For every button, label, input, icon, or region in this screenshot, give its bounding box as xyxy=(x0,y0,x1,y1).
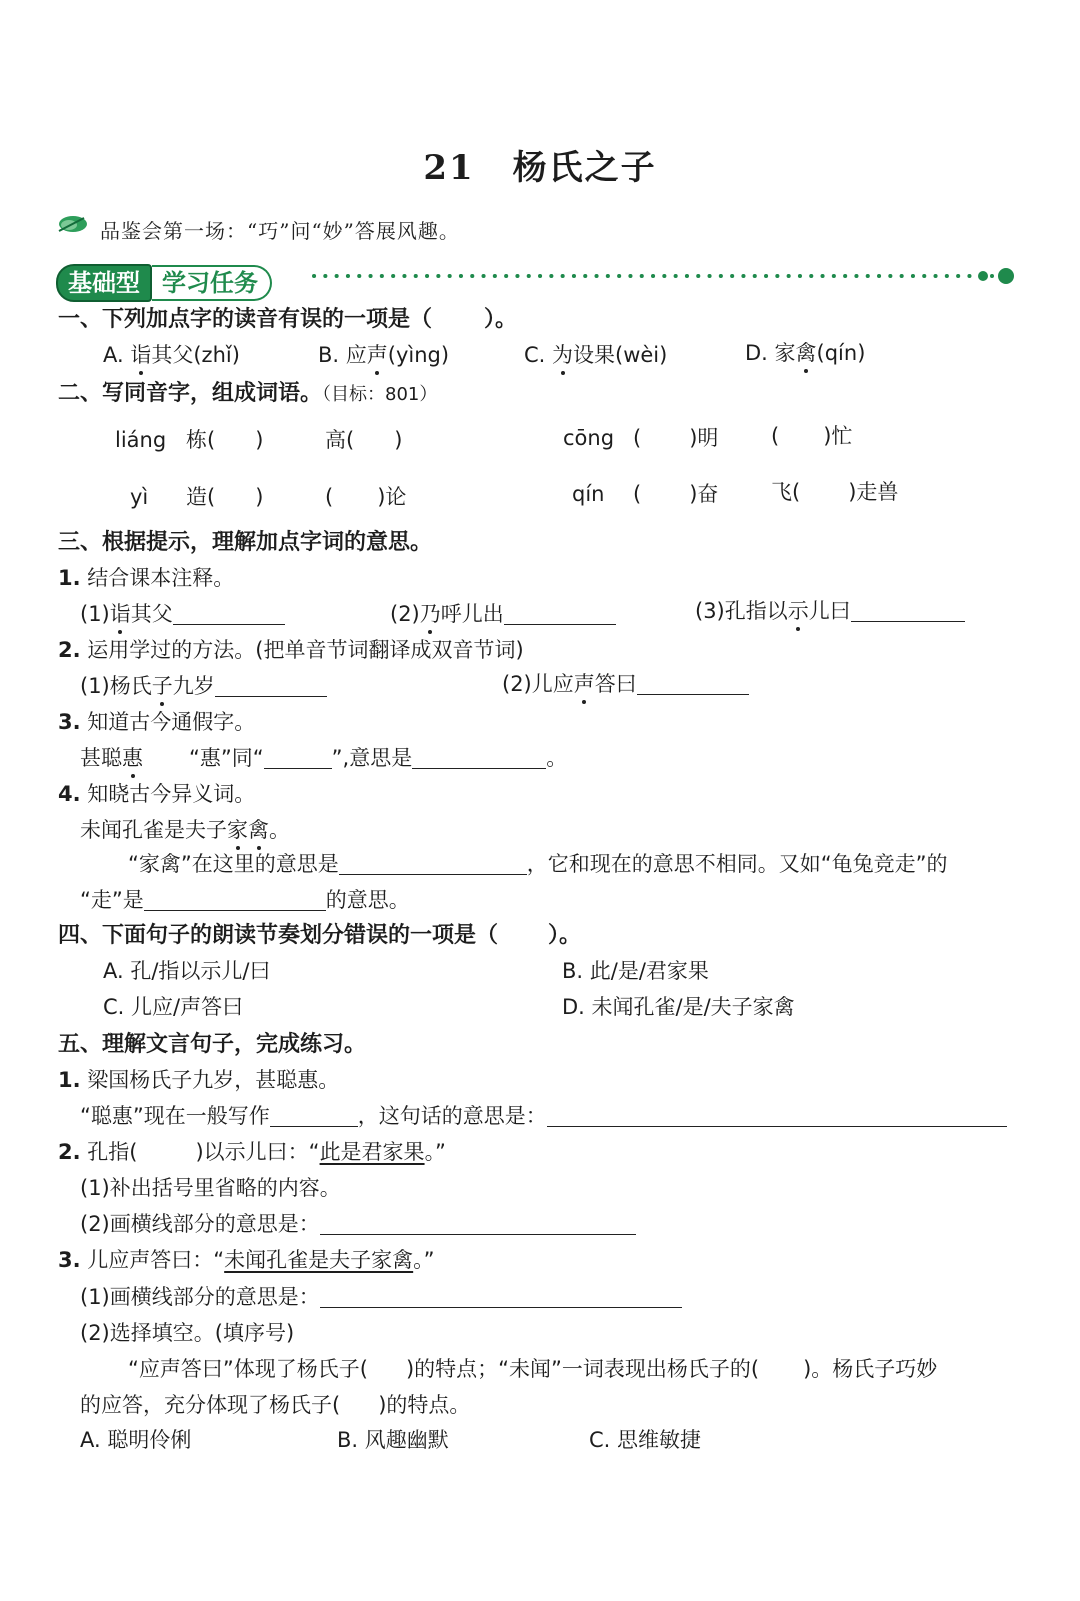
q5-sub3-para2: 的应答，充分体现了杨氏子( )的特点。 xyxy=(80,1393,471,1417)
q1-option-a: A. 诣其父(zhǐ) xyxy=(103,343,240,367)
q3-sub2-item2: (2)儿应声答曰 xyxy=(502,674,749,695)
answer-blank xyxy=(547,1106,1007,1127)
q3-sub4-line1: “家禽”在这里的意思是 ，它和现在的意思不相同。又如“龟兔竞走”的 xyxy=(128,852,948,876)
answer-blank xyxy=(320,1214,636,1235)
intro-text: 品鉴会第一场：“巧”问“妙”答展风趣。 xyxy=(100,219,460,243)
answer-blank xyxy=(215,676,327,697)
q5-sub3: 3. 儿应声答曰：“未闻孔雀是夫子家禽。” xyxy=(58,1248,435,1272)
q1-stem: 一、下列加点字的读音有误的一项是（ ）。 xyxy=(58,307,518,332)
q5-sub1: 1. 梁国杨氏子九岁，甚聪惠。 xyxy=(58,1068,340,1092)
q3-sub1-item2: (2)乃呼儿出 xyxy=(390,604,616,625)
q5-sub3-para1: “应声答曰”体现了杨氏子( )的特点；“未闻”一词表现出杨氏子的( )。杨氏子巧妙 xyxy=(128,1357,938,1381)
q4-option-d: D. 未闻孔雀/是/夫子家禽 xyxy=(562,995,795,1019)
q2-liang-pinyin: liáng xyxy=(115,428,167,452)
answer-blank xyxy=(637,674,749,695)
answer-blank xyxy=(339,854,527,875)
q2-qin-b: 飞( )走兽 xyxy=(771,480,899,504)
q5-sub2-item2: (2)画横线部分的意思是： xyxy=(80,1214,636,1235)
page-title xyxy=(0,140,1080,189)
q3-sub2: 2. 运用学过的方法。(把单音节词翻译成双音节词) xyxy=(58,638,524,662)
lesson-title: 杨氏之子 xyxy=(512,148,657,188)
dotted-divider xyxy=(312,272,994,280)
lesson-number: 21 xyxy=(423,148,475,188)
answer-blank xyxy=(270,1106,358,1127)
q5-sub2: 2. 孔指( )以示儿曰：“此是君家果。” xyxy=(58,1140,446,1164)
banner-left: 基础型 xyxy=(56,264,152,302)
q5-sub1-line: “聪惠”现在一般写作 ，这句话的意思是： xyxy=(80,1106,1007,1127)
q3-sub2-item1: (1)杨氏子九岁 xyxy=(80,676,327,697)
q1-option-d: D. 家禽(qín) xyxy=(745,341,866,365)
q3-sub4-sentence: 未闻孔雀是夫子家禽。 xyxy=(80,818,290,842)
answer-blank xyxy=(320,1287,682,1308)
q5-sub2-item1: (1)补出括号里省略的内容。 xyxy=(80,1176,341,1200)
q5-stem: 五、理解文言句子，完成练习。 xyxy=(58,1032,367,1057)
section-banner xyxy=(56,264,272,300)
q5-sub3-item1: (1)画横线部分的意思是： xyxy=(80,1287,682,1308)
q2-qin-pinyin: qín xyxy=(572,482,605,506)
q3-sub3: 3. 知道古今通假字。 xyxy=(58,710,256,734)
leaf-icon xyxy=(56,213,88,235)
q2-yi-b: ( )论 xyxy=(325,485,407,509)
q2-liang-b: 高( ) xyxy=(325,428,403,452)
q5-sub3-item2: (2)选择填空。(填序号) xyxy=(80,1321,295,1345)
q3-sub1-item1: (1)诣其父 xyxy=(80,604,285,625)
q3-sub4: 4. 知晓古今异义词。 xyxy=(58,782,256,806)
answer-blank xyxy=(144,890,326,911)
q3-sub1: 1. 结合课本注释。 xyxy=(58,566,235,590)
answer-blank xyxy=(412,748,546,769)
q5-choice-a: A. 聪明伶俐 xyxy=(80,1428,192,1452)
q1-option-c: C. 为设果(wèi) xyxy=(524,343,668,367)
banner-right: 学习任务 xyxy=(152,265,272,301)
q3-sub1-item3: (3)孔指以示儿曰 xyxy=(695,601,965,622)
q3-sub4-line2: “走”是 的意思。 xyxy=(80,888,410,912)
q4-option-a: A. 孔/指以示儿/曰 xyxy=(103,959,271,983)
q2-liang-a: 栋( ) xyxy=(186,428,264,452)
q4-option-c: C. 儿应/声答曰 xyxy=(103,995,244,1019)
answer-blank xyxy=(173,604,285,625)
q2-cong-b: ( )忙 xyxy=(771,424,853,448)
q1-option-b: B. 应声(yìng) xyxy=(318,343,450,367)
answer-blank xyxy=(504,604,616,625)
q2-qin-a: ( )奋 xyxy=(633,482,719,506)
divider-dot-small xyxy=(978,271,988,281)
answer-blank xyxy=(851,601,965,622)
q2-yi-a: 造( ) xyxy=(186,485,264,509)
q2-cong-a: ( )明 xyxy=(633,426,719,450)
q4-option-b: B. 此/是/君家果 xyxy=(562,959,709,983)
q2-stem: 二、写同音字，组成词语。（目标：801） xyxy=(58,381,438,406)
q4-stem: 四、下面句子的朗读节奏划分错误的一项是（ ）。 xyxy=(58,923,582,948)
q2-cong-pinyin: cōng xyxy=(563,426,615,450)
q3-stem: 三、根据提示，理解加点字词的意思。 xyxy=(58,530,433,555)
q5-choice-c: C. 思维敏捷 xyxy=(589,1428,702,1452)
q5-choice-b: B. 风趣幽默 xyxy=(337,1428,449,1452)
q3-sub3-line: 甚聪惠 “惠”同“ ”,意思是 。 xyxy=(80,746,568,770)
answer-blank xyxy=(264,748,332,769)
q2-yi-pinyin: yì xyxy=(130,485,149,509)
q2-goal: （目标：801） xyxy=(322,384,438,405)
divider-dot-large xyxy=(998,268,1014,284)
